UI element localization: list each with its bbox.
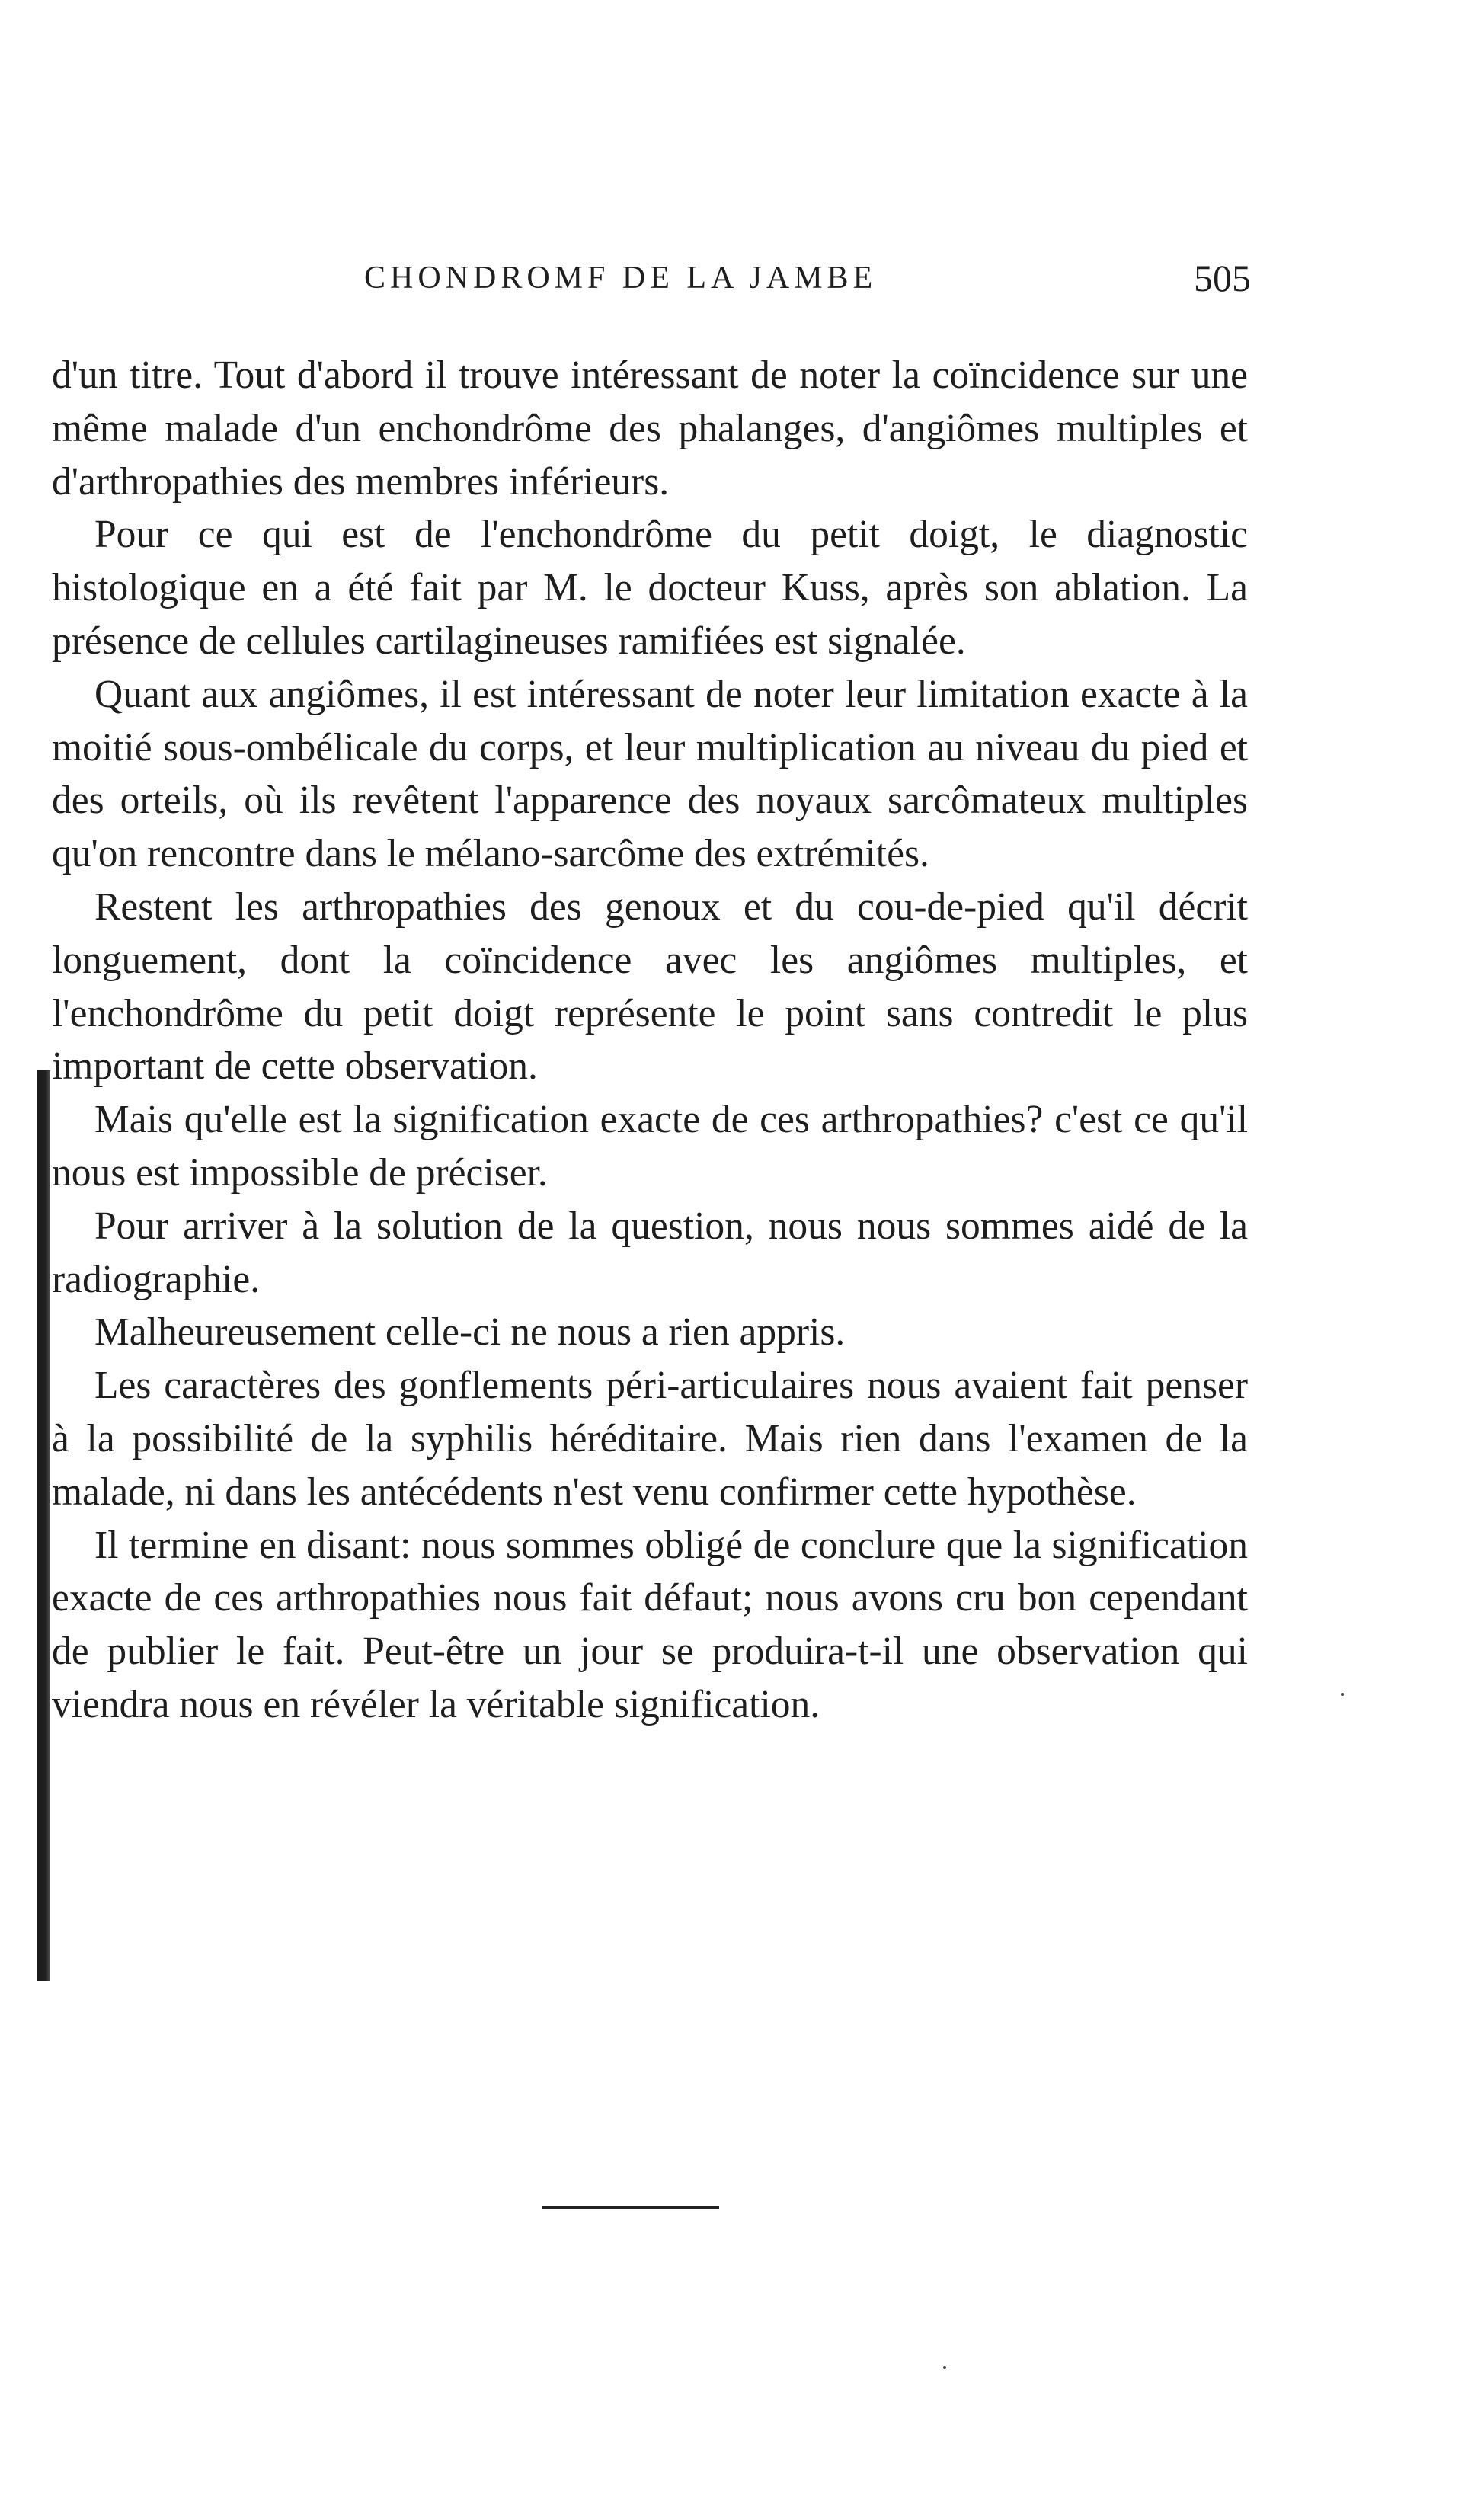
running-title: CHONDROMF DE LA JAMBE: [364, 261, 878, 296]
scan-speck: [943, 2366, 946, 2369]
paragraph: Il termine en disant: nous sommes obligé de conclure que la signification exacte de ces arthropathies nous fait défaut; nous avons cru bon cependant de publier le fait. Peut-être un jour se produira-t-il une observation qui viendra nous en révéler la véritable signification.: [52, 1523, 1248, 1726]
paragraph: d'un titre. Tout d'abord il trouve intéressant de noter la coïncidence sur une même malade d'un enchondrôme des phalanges, d'angiômes multiples et d'arthropathies des membres inférieurs.: [52, 353, 1248, 504]
paragraph: Mais qu'elle est la signification exacte de ces arthropathies? c'est ce qu'il nous est impossible de préciser.: [52, 1098, 1248, 1195]
body-text: [52, 349, 1248, 1732]
end-rule: [542, 2206, 719, 2209]
running-head: [364, 255, 1251, 301]
paragraph: Malheureusement celle-ci ne nous a rien appris.: [94, 1310, 846, 1355]
scan-speck: [1341, 1693, 1344, 1696]
paragraph: Pour arriver à la solution de la question, nous nous sommes aidé de la radiographie.: [52, 1204, 1248, 1301]
page-number: 505: [1194, 257, 1251, 299]
margin-scan-shadow: [37, 1070, 50, 1981]
paragraph: Restent les arthropathies des genoux et du cou-de-pied qu'il décrit longuement, dont la coïncidence avec les angiômes multiples, et l'enchondrôme du petit doigt représente le point sans contredit le plus important de cette observation.: [52, 884, 1248, 1089]
paragraph: Quant aux angiômes, il est intéressant de noter leur limitation exacte à la moitié sous-ombélicale du corps, et leur multiplication au niveau du pied et des orteils, où ils revêtent l'apparence des noyaux sarcômateux multiples qu'on rencontre dans le mélano-sarcôme des extrémités.: [52, 672, 1248, 876]
paragraph: Les caractères des gonflements péri-articulaires nous avaient fait penser à la possibilité de la syphilis héréditaire. Mais rien dans l'examen de la malade, ni dans les antécédents n'est venu confirmer cette hypothèse.: [52, 1364, 1248, 1514]
paragraph: Pour ce qui est de l'enchondrôme du petit doigt, le diagnostic histologique en a été fait par M. le docteur Kuss, après son ablation. La présence de cellules cartilagineuses ramifiées est signalée.: [52, 513, 1248, 663]
